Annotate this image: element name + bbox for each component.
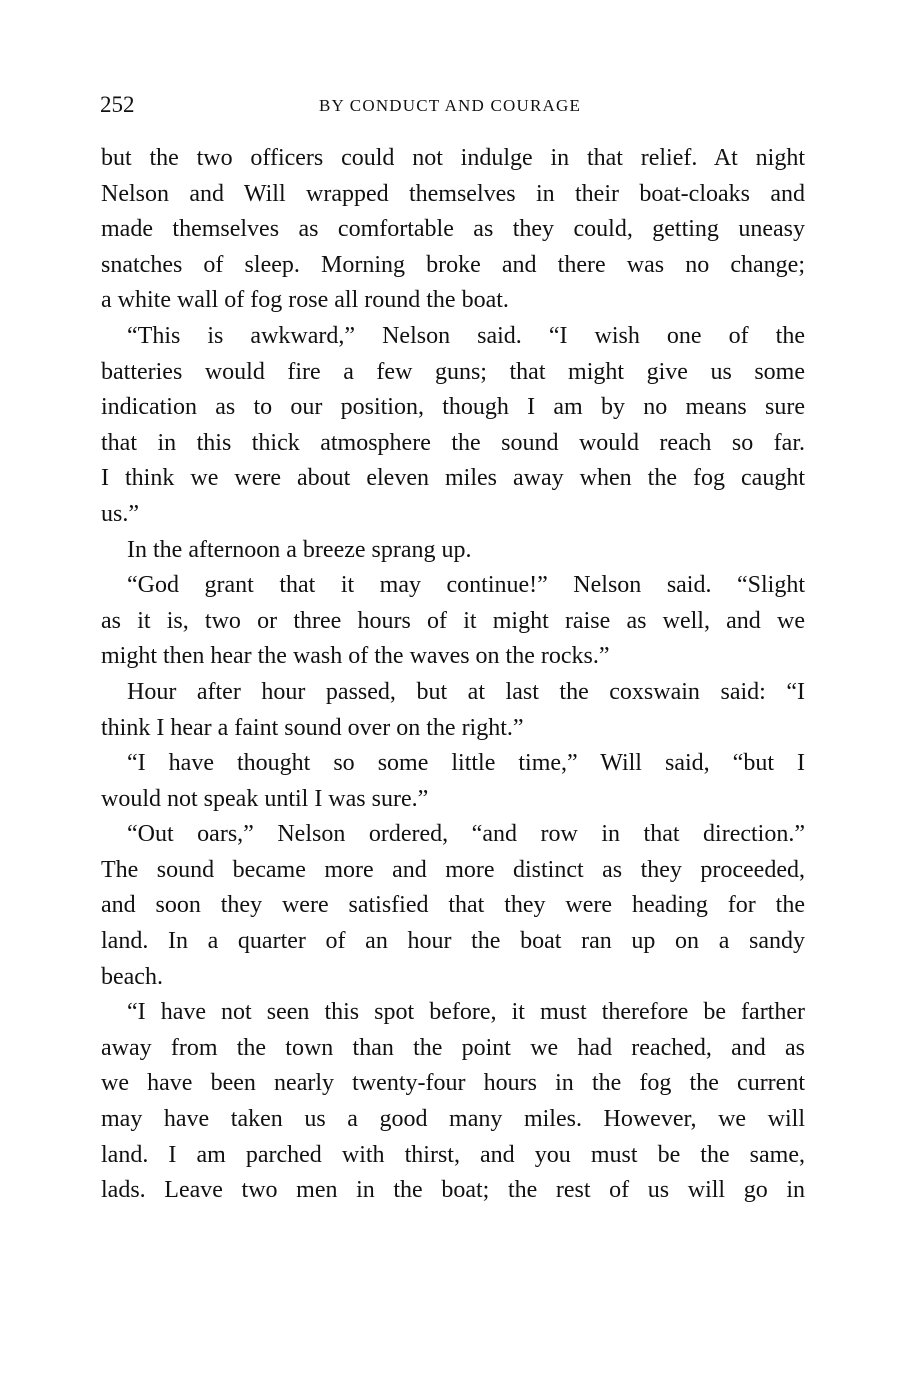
text-line: In the afternoon a breeze sprang up. xyxy=(127,536,472,563)
text-line: “I have thought so some little time,” Will said, “but I xyxy=(127,750,805,777)
text-line: batteries would fire a few guns; that might give us some xyxy=(101,358,805,385)
text-line: beach. xyxy=(101,963,163,990)
text-line: “This is awkward,” Nelson said. “I wish one of the xyxy=(127,322,805,349)
text-line: “Out oars,” Nelson ordered, “and row in that direction.” xyxy=(127,821,805,848)
text-line: made themselves as comfortable as they could, getting uneasy xyxy=(101,216,805,243)
text-line: “I have not seen this spot before, it must therefore be farther xyxy=(127,999,805,1026)
text-line: that in this thick atmosphere the sound would reach so far. xyxy=(101,429,805,456)
text-line: think I hear a faint sound over on the right.” xyxy=(101,714,524,741)
text-line: “God grant that it may continue!” Nelson said. “Slight xyxy=(127,572,805,599)
text-line: land. In a quarter of an hour the boat ran up on a sandy xyxy=(101,928,805,955)
text-line: Nelson and Will wrapped themselves in their boat-cloaks and xyxy=(101,180,805,207)
text-line: may have taken us a good many miles. However, we will xyxy=(101,1106,805,1133)
text-line: a white wall of fog rose all round the boat. xyxy=(101,287,509,314)
page-number: 252 xyxy=(100,92,135,117)
text-line: us.” xyxy=(101,500,139,527)
running-title: BY CONDUCT AND COURAGE xyxy=(318,96,582,115)
text-line: would not speak until I was sure.” xyxy=(101,785,429,812)
text-line: Hour after hour passed, but at last the coxswain said: “I xyxy=(127,678,805,705)
text-line: might then hear the wash of the waves on the rocks.” xyxy=(101,643,610,670)
text-line: indication as to our position, though I am by no means sure xyxy=(101,394,805,421)
text-line: we have been nearly twenty-four hours in the fog the current xyxy=(101,1070,805,1097)
text-line: land. I am parched with thirst, and you must be the same, xyxy=(101,1141,805,1168)
body-text xyxy=(101,141,805,1209)
text-line: I think we were about eleven miles away when the fog caught xyxy=(101,465,805,492)
text-line: but the two officers could not indulge in that relief. At night xyxy=(101,145,805,171)
text-line: as it is, two or three hours of it might raise as well, and we xyxy=(101,607,805,634)
text-line: and soon they were satisfied that they were heading for the xyxy=(101,892,805,919)
text-line: lads. Leave two men in the boat; the rest of us will go in xyxy=(101,1177,805,1204)
text-line: snatches of sleep. Morning broke and there was no change; xyxy=(101,251,805,278)
text-line: away from the town than the point we had reached, and as xyxy=(101,1034,805,1061)
text-line: The sound became more and more distinct as they proceeded, xyxy=(101,856,805,883)
